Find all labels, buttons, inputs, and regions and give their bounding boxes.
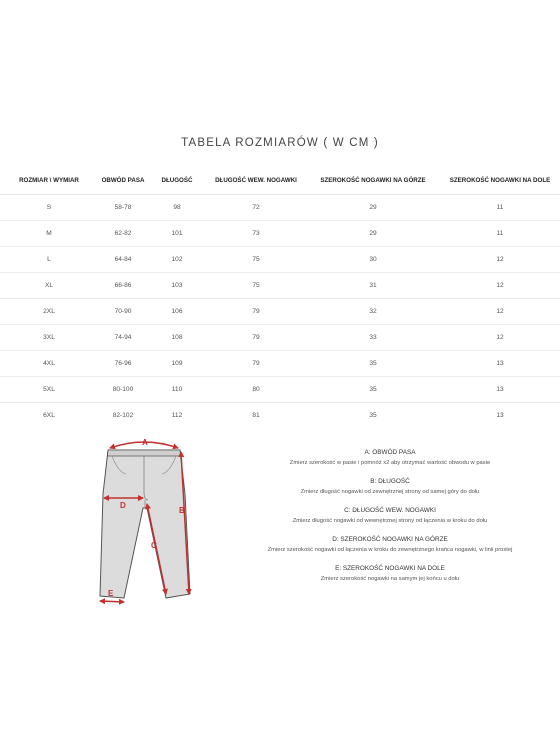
table-cell: 2XL (0, 299, 98, 325)
table-row (0, 299, 560, 325)
table-cell: 12 (440, 325, 560, 351)
table-cell: 35 (306, 351, 440, 377)
legend-description: Zmierz długość nogawki od zewnętrznej strony od samej góry do dołu (300, 489, 480, 495)
page-title: TABELA ROZMIARÓW ( W CM ) (181, 137, 379, 149)
label-a: A (142, 438, 148, 447)
table-cell: 11 (440, 195, 560, 221)
legend-description: Zmierz szerokość nogawki od łączenia w kroku do zewnętrznego krańca nogawki, w linii prostej (267, 547, 513, 553)
table-cell: 12 (440, 299, 560, 325)
legend-title: B: DŁUGOŚĆ (370, 478, 410, 485)
legend-item-d (240, 535, 540, 555)
table-cell: 79 (206, 351, 306, 377)
table-cell: 30 (306, 247, 440, 273)
table-cell: 62-82 (98, 221, 148, 247)
table-cell: 112 (171, 412, 183, 419)
legend-description: Zmierz szerokość w pasie i pomnóż x2 aby otrzymać wartość obwodu w pasie (289, 460, 491, 466)
column-header: DŁUGOŚĆ WEW. NOGAWKI (206, 166, 306, 195)
table-cell: 79 (206, 299, 306, 325)
table-cell: 11 (440, 221, 560, 247)
table-row (0, 403, 560, 429)
label-d: D (120, 501, 126, 510)
table-row (0, 247, 560, 273)
label-c: C (151, 541, 157, 550)
table-row (0, 351, 560, 377)
table-cell: 98 (148, 195, 206, 221)
table-cell: 3XL (0, 325, 98, 351)
pants-outline (100, 450, 190, 598)
table-cell: 101 (148, 221, 206, 247)
legend-item-a (240, 448, 540, 468)
table-row (0, 273, 560, 299)
table-header-row (0, 166, 560, 195)
table-cell: 13 (440, 351, 560, 377)
table-cell: 66-86 (98, 273, 148, 299)
arrow-e (100, 601, 124, 602)
table-cell: 4XL (0, 351, 98, 377)
legend-description: Zmierz szerokość nogawki na samym jej końcu u dołu (320, 576, 460, 582)
table-cell: 12 (440, 273, 560, 299)
table-cell: 75 (206, 273, 306, 299)
column-header: OBWÓD PASA (98, 166, 148, 195)
table-cell: 80 (206, 377, 306, 403)
table-cell: 13 (496, 412, 504, 419)
table-row (0, 325, 560, 351)
table-cell: 81 (252, 412, 260, 419)
column-header: SZEROKOŚĆ NOGAWKI NA GÓRZE (306, 166, 440, 195)
table-row (0, 221, 560, 247)
table-cell: 12 (440, 247, 560, 273)
table-cell: 72 (206, 195, 306, 221)
table-cell: 82-102 (112, 412, 134, 419)
table-cell: 73 (206, 221, 306, 247)
table-row (0, 377, 560, 403)
table-cell: XL (0, 273, 98, 299)
legend-item-c (240, 506, 540, 526)
measurement-legend (240, 448, 540, 593)
table-cell: 35 (369, 412, 377, 419)
table-cell: 33 (306, 325, 440, 351)
table-cell: 58-78 (98, 195, 148, 221)
table-row (0, 195, 560, 221)
legend-title: E: SZEROKOŚĆ NOGAWKI NA DOLE (335, 565, 445, 572)
column-header: DŁUGOŚĆ (148, 166, 206, 195)
table-cell: 5XL (0, 377, 98, 403)
table-cell: 106 (148, 299, 206, 325)
legend-item-b (240, 477, 540, 497)
table-cell: S (0, 195, 98, 221)
table-cell: 13 (440, 377, 560, 403)
table-cell: 31 (306, 273, 440, 299)
legend-title: D: SZEROKOŚĆ NOGAWKI NA GÓRZE (332, 536, 448, 543)
legend-item-e (240, 564, 540, 584)
table-cell: 109 (148, 351, 206, 377)
table-cell: 102 (148, 247, 206, 273)
legend-description: Zmierz długość nogawki od wewnętrznej strony od łączenia w kroku do dołu (292, 518, 488, 524)
label-b: B (179, 506, 185, 515)
table-cell: 35 (306, 377, 440, 403)
table-cell: 76-96 (98, 351, 148, 377)
table-cell: 74-94 (98, 325, 148, 351)
table-cell: 64-84 (98, 247, 148, 273)
table-cell: 6XL (43, 412, 55, 419)
waistband (108, 450, 181, 456)
table-cell: 79 (206, 325, 306, 351)
table-cell: 75 (206, 247, 306, 273)
label-e: E (108, 589, 114, 598)
legend-title: A: OBWÓD PASA (364, 449, 416, 456)
column-header: ROZMIAR \ WYMIAR (0, 166, 98, 195)
table-cell: M (0, 221, 98, 247)
table-cell: 29 (306, 195, 440, 221)
column-header: SZEROKOŚĆ NOGAWKI NA DOLE (440, 166, 560, 195)
table-cell: 103 (148, 273, 206, 299)
table-cell: L (0, 247, 98, 273)
size-table (0, 166, 560, 428)
table-cell: 70-90 (98, 299, 148, 325)
table-cell: 32 (306, 299, 440, 325)
table-cell: 80-100 (98, 377, 148, 403)
legend-title: C: DŁUGOŚĆ WEW. NOGAWKI (344, 507, 436, 514)
table-cell: 110 (148, 377, 206, 403)
pants-measurement-diagram (88, 434, 218, 606)
table-cell: 29 (306, 221, 440, 247)
table-cell: 108 (148, 325, 206, 351)
